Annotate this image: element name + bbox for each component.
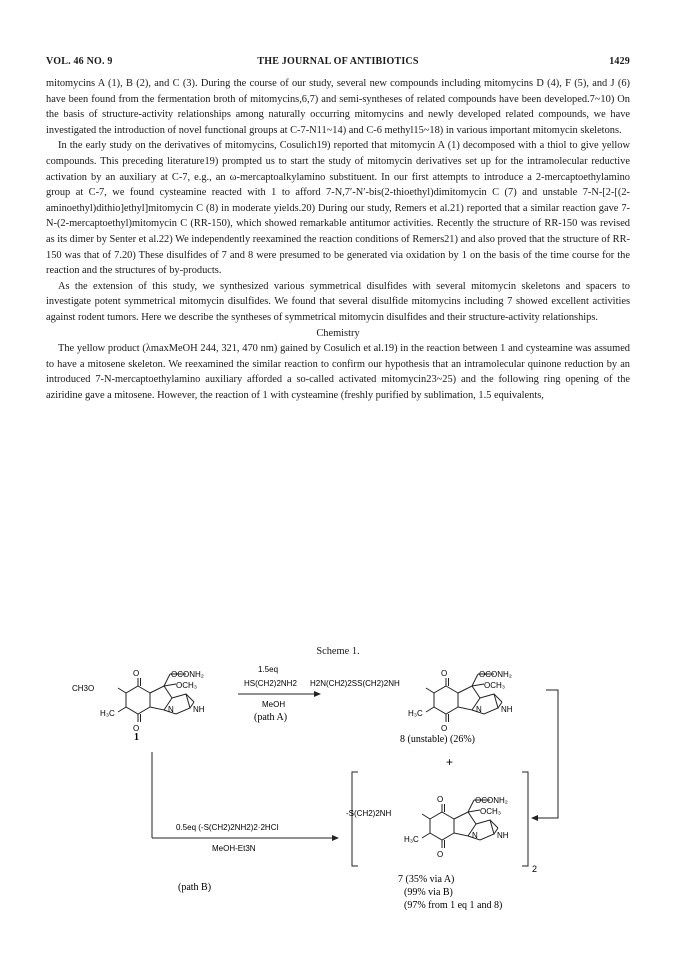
paragraph-3: As the extension of this study, we synthesized various symmetrical disulfides with several mitomycin skeletons and spacers to investigate potent symmetrical mitomycin disulfides. We found that several disulfide mitomycins including 7 showed excellent activities against rodent tumors. Here we describe the syntheses of symmetrical mitomycin disulfides and their structure-activity relationships. xyxy=(46,280,630,323)
path-a-arrowhead xyxy=(314,691,321,697)
conversion-arrowhead xyxy=(531,815,538,821)
path-b-solvent: MeOH-Et3N xyxy=(212,844,256,853)
svg-text:O: O xyxy=(441,669,448,678)
compound-1-structure xyxy=(100,669,205,733)
svg-text:O: O xyxy=(437,850,444,859)
path-a-label: (path A) xyxy=(254,712,288,723)
section-heading: Chemistry xyxy=(316,327,360,339)
paragraph-chemistry: The yellow product (λmaxMeOH 244, 321, 470 nm) gained by Cosulich et al.19) in the reaction between 1 and cysteamine was assumed to have a mitosene skeleton. We reexamined the similar reaction to confirm our hypothesis that an intramolecular quinone reduction by an introduced 7-N-mercaptoethylamino auxiliary afforded a so-called activated mitomycin23~25) and the following ring opening of the aziridine gave a mitosene. However, the reaction of 1 with cysteamine (freshly purified by sublimation, 1.5 equivalents, xyxy=(46,343,630,401)
svg-text:O: O xyxy=(133,724,140,733)
compound-8-structure xyxy=(408,669,513,733)
svg-text:NH: NH xyxy=(501,705,513,714)
svg-text:N: N xyxy=(168,705,174,714)
svg-text:OCH₃: OCH₃ xyxy=(484,681,506,690)
reaction-scheme xyxy=(46,660,630,910)
svg-text:NH: NH xyxy=(193,705,205,714)
svg-text:N: N xyxy=(472,831,478,840)
product-7-substituent: -S(CH2)2NH xyxy=(346,809,392,818)
svg-text:O: O xyxy=(437,795,444,804)
path-a-equivalents: 1.5eq xyxy=(258,665,279,674)
start-substituent: CH3O xyxy=(72,684,95,693)
dimer-subscript: 2 xyxy=(532,864,538,874)
svg-text:H₃C: H₃C xyxy=(404,835,419,844)
path-b-reagent: 0.5eq (-S(CH2)2NH2)2·2HCl xyxy=(176,823,279,832)
running-header xyxy=(46,56,630,70)
product-7-yield-b: (99% via B) xyxy=(404,887,453,898)
product-8-substituent: H2N(CH2)2SS(CH2)2NH xyxy=(310,679,400,688)
svg-text:OCH₃: OCH₃ xyxy=(176,681,198,690)
product-7-yield-c: (97% from 1 eq 1 and 8) xyxy=(404,900,503,910)
path-b-label: (path B) xyxy=(178,882,212,893)
bracket-right xyxy=(522,772,528,866)
svg-text:NH: NH xyxy=(497,831,509,840)
scheme-title: Scheme 1. xyxy=(316,646,360,657)
path-a-reagent: HS(CH2)2NH2 xyxy=(244,679,297,688)
svg-text:H₃C: H₃C xyxy=(100,709,115,718)
compound-7-structure xyxy=(404,795,509,859)
paragraph-1: mitomycins A (1), B (2), and C (3). During the course of our study, several new compounds including mitomycins D (4), F (5), and J (6) have been found from the fermentation broth of mitomycins,6,7) and semi-syntheses of related compounds have been developed.7~10) On the basis of structure-activity relationships among naturally occurring mitomycins and newly developed related compounds, we have investigated the introduction of novel functional groups at C-7-N11~14) and C-6 methyl15~18) in various important mitomycin skeletons. xyxy=(46,78,630,136)
journal-title: THE JOURNAL OF ANTIBIOTICS xyxy=(257,56,419,67)
svg-text:OCONH₂: OCONH₂ xyxy=(171,670,204,679)
bracket-left xyxy=(352,772,358,866)
page-number: 1429 xyxy=(609,56,630,67)
svg-text:O: O xyxy=(441,724,448,733)
product-8-label: 8 (unstable) (26%) xyxy=(400,734,475,745)
conversion-arrow xyxy=(536,690,558,818)
plus-sign: + xyxy=(446,755,454,769)
product-7-label: 7 (35% via A) xyxy=(398,874,455,885)
volume-number: VOL. 46 NO. 9 xyxy=(46,56,113,67)
svg-text:OCONH₂: OCONH₂ xyxy=(475,796,508,805)
svg-text:OCH₃: OCH₃ xyxy=(480,807,502,816)
path-a-solvent: MeOH xyxy=(262,700,286,709)
svg-text:N: N xyxy=(476,705,482,714)
svg-text:O: O xyxy=(133,669,140,678)
svg-text:OCONH₂: OCONH₂ xyxy=(479,670,512,679)
compound-1-label: 1 xyxy=(134,732,139,743)
path-b-arrowhead xyxy=(332,835,339,841)
paragraph-2: In the early study on the derivatives of mitomycins, Cosulich19) reported that mitomycin A (1) decomposed with a thiol to give yellow compounds. This preceding literature19) prompted us to start the study of mitomycin derivatives set up for the intramolecular reductive activation by an auxiliary at C-7, e.g., an ω-mercaptoalkylamino substituent. In our first attempts to introduce a 2-mercaptoethylamino group at C-7, we found cysteamine reacted with 1 to afford 7-N,7′-N′-bis(2-thioethyl)dimitomycin C (7) and unstable 7-N-[2-[(2-aminoethyl)dithio]ethyl]mitomycin C (8) in moderate yields.20) During our study, Remers et al.21) reported that a similar reaction gave 7-N-(2-mercaptoethyl)mitomycin C (RR-150), which showed remarkable antitumor activities. Recently the structure of RR-150 was revised as its dimer by Senter et al.22) We independently reexamined the reaction conditions of Remers21) and also proved that the structure of RR-150 was that of 7.20) These disulfides of 7 and 8 were presumed to be generated via oxidation by 1 on the basis of the time course for the reaction and the structures of by-products. xyxy=(46,140,630,277)
svg-text:H₃C: H₃C xyxy=(408,709,423,718)
article-body xyxy=(46,76,630,403)
